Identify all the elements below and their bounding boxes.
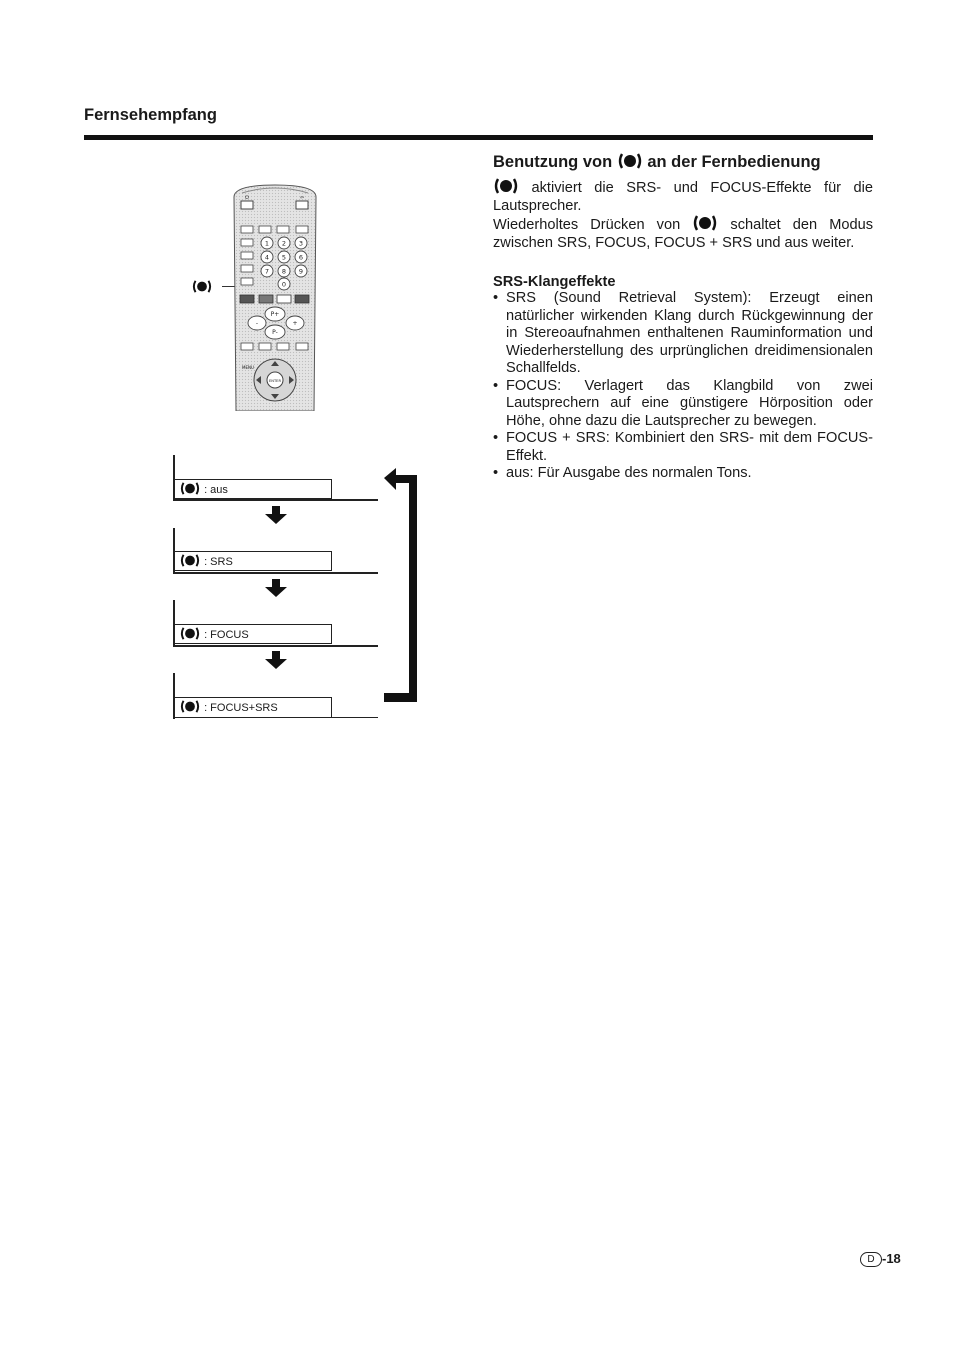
page-number [860, 1251, 901, 1267]
article-heading [493, 153, 821, 172]
list-item: • SRS (Sound Retrieval System): Erzeugt einen natürlicher wirkenden Klang durch Rückgewinnung der in Stereoaufnahmen enthaltenen Rauminformation und Wiederherstellung des urprünglichen dreidimensionalen Schallfelds. [493, 290, 873, 378]
vol-minus-label: - [255, 320, 259, 327]
digit-5: 5 [281, 253, 287, 262]
effects-list [493, 290, 873, 483]
digit-6: 6 [298, 253, 304, 262]
sub-heading: SRS-Klangeffekte [493, 274, 616, 290]
srs-icon [493, 178, 519, 194]
list-item: • aus: Für Ausgabe des normalen Tons. [493, 465, 873, 483]
step-base [173, 717, 378, 718]
step-label: : FOCUS+SRS [204, 702, 278, 714]
digit-1: 1 [264, 239, 270, 248]
remote-control-illustration [232, 183, 318, 411]
loop-back-arrow [380, 468, 420, 704]
intro-text-b-pre: Wiederholtes Drücken von [493, 217, 681, 233]
digit-8: 8 [281, 267, 287, 276]
step-srs [173, 551, 332, 571]
section-title: Fernsehempfang [84, 106, 217, 124]
page-letter-badge: D [860, 1252, 882, 1267]
vol-plus-label: + [292, 320, 298, 327]
step-base [173, 645, 378, 647]
arrow-down-icon [265, 579, 287, 597]
step-label: : aus [204, 484, 228, 496]
digit-9: 9 [298, 267, 304, 276]
srs-icon [617, 153, 643, 169]
step-base [173, 499, 378, 501]
arrow-down-icon [265, 651, 287, 669]
p-minus-label: P- [272, 329, 278, 336]
srs-icon [692, 215, 718, 231]
step-base [173, 572, 378, 574]
step-label: : SRS [204, 556, 233, 568]
arrow-down-icon [265, 506, 287, 524]
p-plus-label: P+ [270, 311, 280, 318]
heading-pre: Benutzung von [493, 153, 613, 171]
intro-paragraph [493, 178, 873, 252]
power-label: ⏻ [245, 195, 249, 201]
enter-label: ENTER [269, 379, 281, 383]
srs-icon [179, 554, 201, 567]
page-number-text: -18 [882, 1251, 901, 1266]
header-rule [84, 135, 873, 140]
list-item: • FOCUS: Verlagert das Klangbild von zwei Lautsprechern auf eine günstigere Hörposition oder Höhe, ohne dazu die Lautsprecher zu bewegen. [493, 378, 873, 431]
step-focus [173, 624, 332, 644]
digit-4: 4 [264, 253, 270, 262]
digit-7: 7 [264, 267, 270, 276]
srs-icon [179, 482, 201, 495]
intro-text-b-post: schaltet den Modus zwischen SRS, FOCUS, FOCUS + SRS und aus weiter. [493, 217, 873, 251]
digit-2: 2 [281, 239, 287, 248]
intro-text-a: aktiviert die SRS- und FOCUS-Effekte für die Lautsprecher. [493, 180, 874, 214]
remote-srs-callout [191, 278, 213, 294]
heading-post: an der Fernbedienung [647, 153, 821, 171]
menu-label: MENU [242, 365, 254, 370]
list-item: • FOCUS + SRS: Kombiniert den SRS- mit dem FOCUS-Effekt. [493, 430, 873, 465]
srs-icon [179, 700, 201, 713]
digit-0: 0 [281, 280, 287, 289]
step-aus [173, 479, 332, 499]
digit-3: 3 [298, 239, 304, 248]
step-focus-srs [173, 697, 332, 717]
srs-icon [179, 627, 201, 640]
input-label: ⇦ [299, 195, 305, 201]
step-label: : FOCUS [204, 629, 249, 641]
srs-icon [191, 280, 213, 293]
